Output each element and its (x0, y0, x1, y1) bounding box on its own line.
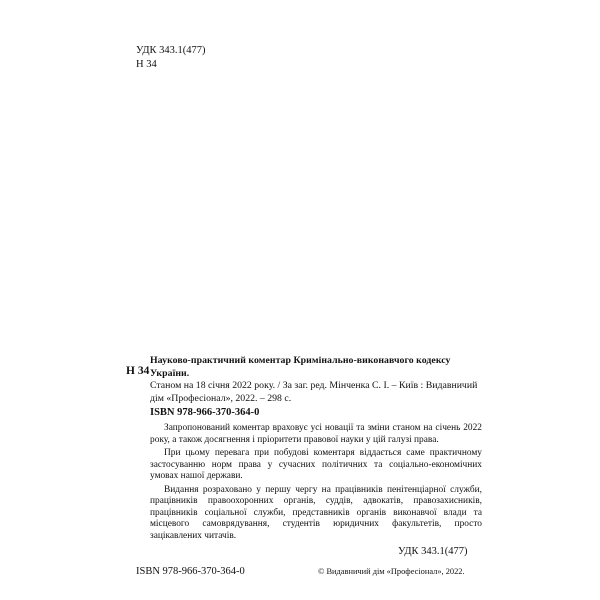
annotation-paragraph: При цьому перевага при побудові коментаря віддається саме практичному застосуванню норм права у сучасних політичних та соціально-економічних умовах нашої держави. (150, 448, 482, 481)
udk-header: УДК 343.1(477) (136, 45, 206, 56)
book-title: Науково-практичний коментар Кримінально-виконавчого кодексу України. (150, 355, 451, 379)
isbn-footer: ISBN 978-966-370-364-0 (136, 566, 245, 577)
copyright-notice: © Видавничий дім «Професіонал», 2022. (318, 567, 465, 576)
bibliographic-entry (150, 355, 480, 405)
annotation-paragraph: Видання розраховано у першу чергу на працівників пенітенціарної служби, працівників правоохоронних органів, суддів, адвокатів, правозахисників, працівників соціальної служби, представників органів виконавчої влади та місцевого самоврядування, студентів юридичних факультетів, просто зацікавлених читачів. (150, 484, 482, 541)
annotation-paragraph: Запропонований коментар враховує усі новації та зміни станом на січень 2022 року, а також досягнення і пріоритети правової науки у цій галузі права. (150, 423, 482, 445)
catalog-code: Н 34 (126, 365, 150, 377)
isbn-main: ISBN 978-966-370-364-0 (150, 407, 260, 418)
annotation (150, 423, 482, 544)
udk-footer: УДК 343.1(477) (398, 546, 468, 557)
catalog-code-header: Н 34 (136, 59, 157, 70)
bibliographic-details: Станом на 18 січня 2022 року. / За заг. ред. Мінченка С. І. – Київ : Видавничий дім «Професіонал», 2022. – 298 с. (150, 380, 478, 404)
